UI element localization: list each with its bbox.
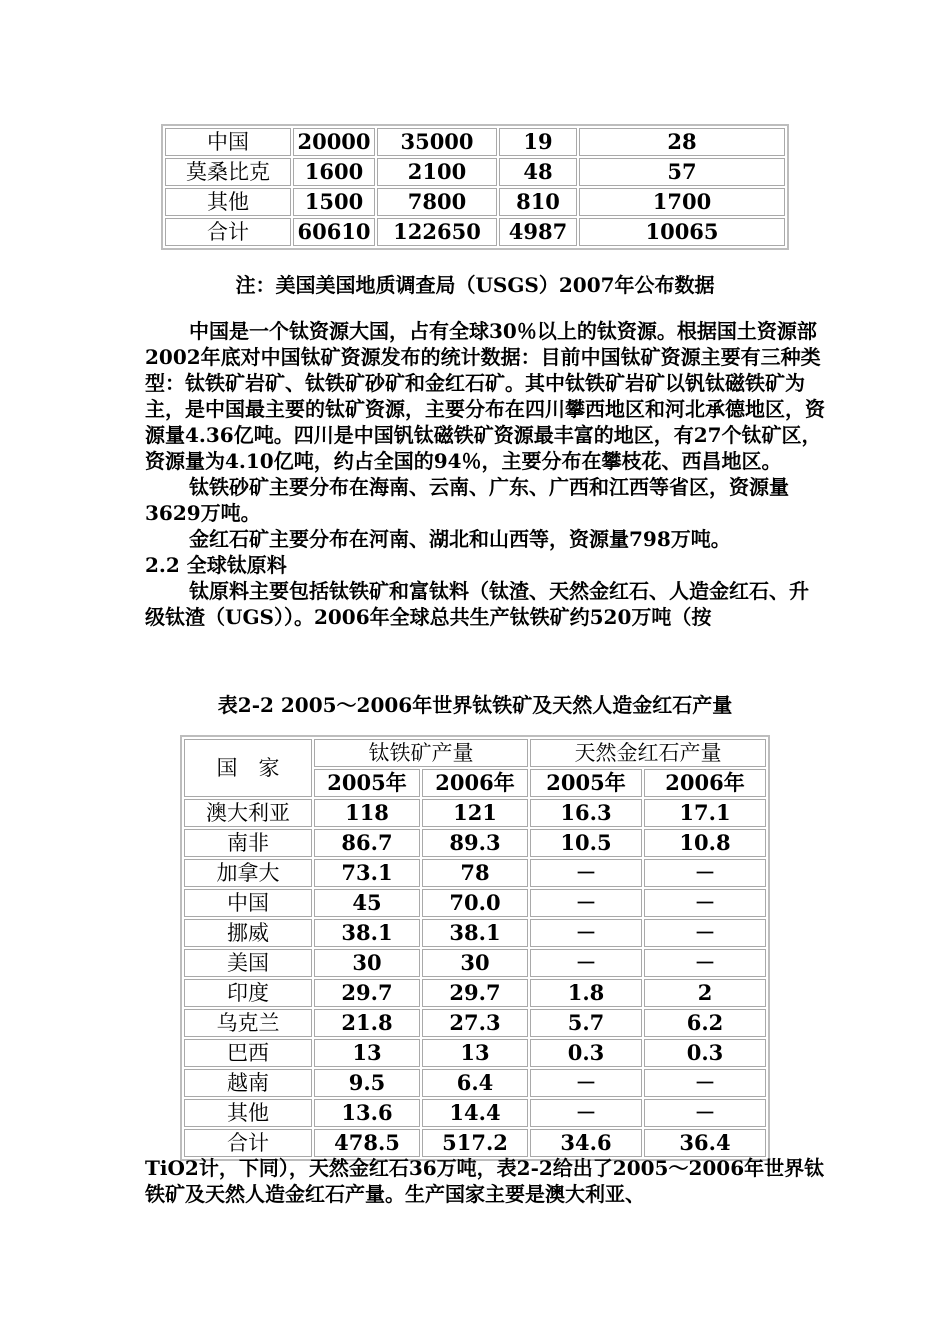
header-year: 2005年 xyxy=(530,769,642,797)
row-label-cell: 乌克兰 xyxy=(184,1009,312,1037)
table-row xyxy=(184,1099,766,1127)
header-year: 2006年 xyxy=(422,769,528,797)
table-row xyxy=(165,158,785,186)
value-cell: 10065 xyxy=(579,218,785,246)
table-1-body xyxy=(165,128,785,246)
value-cell: 28 xyxy=(579,128,785,156)
value-cell: 1700 xyxy=(579,188,785,216)
paragraph-3: 金红石矿主要分布在河南、湖北和山西等，资源量798万吨。 xyxy=(189,527,731,551)
table-row xyxy=(184,799,766,827)
value-cell: － xyxy=(530,1099,642,1127)
table-2-header xyxy=(184,739,766,797)
paragraph-1: 中国是一个钛资源大国，占有全球30％以上的钛资源。根据国土资源部2002年底对中国钛矿资源发布的统计数据：目前中国钛矿资源主要有三种类型：钛铁矿岩矿、钛铁矿砂矿和金红石矿。其中钛铁矿岩矿以钒钛磁铁矿为主，是中国最主要的钛矿资源，主要分布在四川攀西地区和河北承德地区，资源量4.36亿吨。四川是中国钒钛磁铁矿资源最丰富的地区，有27个钛矿区，资源量为4.10亿吨，约占全国的94％，主要分布在攀枝花、西昌地区。 xyxy=(145,319,825,473)
closing-text xyxy=(145,1155,825,1207)
value-cell: 7800 xyxy=(377,188,497,216)
table-row xyxy=(184,919,766,947)
value-cell: 89.3 xyxy=(422,829,528,857)
value-cell: 36.4 xyxy=(644,1129,766,1157)
value-cell: 13.6 xyxy=(314,1099,420,1127)
table-2 xyxy=(180,735,770,1161)
table-1-note: 注：美国美国地质调查局（USGS）2007年公布数据 xyxy=(235,273,715,297)
value-cell: 1600 xyxy=(293,158,375,186)
paragraph-2: 钛铁砂矿主要分布在海南、云南、广东、广西和江西等省区，资源量3629万吨。 xyxy=(145,475,789,525)
value-cell: － xyxy=(644,1099,766,1127)
row-label-cell: 中国 xyxy=(165,128,291,156)
table-row xyxy=(184,979,766,1007)
value-cell: 9.5 xyxy=(314,1069,420,1097)
value-cell: 48 xyxy=(499,158,577,186)
value-cell: 60610 xyxy=(293,218,375,246)
value-cell: － xyxy=(530,889,642,917)
value-cell: － xyxy=(530,1069,642,1097)
row-label-cell: 越南 xyxy=(184,1069,312,1097)
header-year: 2006年 xyxy=(644,769,766,797)
section-heading: 2.2 全球钛原料 xyxy=(145,553,287,577)
header-year: 2005年 xyxy=(314,769,420,797)
value-cell: 122650 xyxy=(377,218,497,246)
value-cell: 517.2 xyxy=(422,1129,528,1157)
value-cell: 86.7 xyxy=(314,829,420,857)
value-cell: 0.3 xyxy=(644,1039,766,1067)
table-row xyxy=(184,829,766,857)
value-cell: － xyxy=(530,949,642,977)
value-cell: 0.3 xyxy=(530,1039,642,1067)
value-cell: 29.7 xyxy=(422,979,528,1007)
table-row xyxy=(165,218,785,246)
value-cell: 78 xyxy=(422,859,528,887)
value-cell: 13 xyxy=(422,1039,528,1067)
header-rutile: 天然金红石产量 xyxy=(530,739,766,767)
value-cell: － xyxy=(644,1069,766,1097)
row-label-cell: 合计 xyxy=(184,1129,312,1157)
value-cell: 45 xyxy=(314,889,420,917)
table-row xyxy=(165,128,785,156)
value-cell: － xyxy=(644,919,766,947)
row-label-cell: 挪威 xyxy=(184,919,312,947)
row-label-cell: 巴西 xyxy=(184,1039,312,1067)
table-row xyxy=(184,1129,766,1157)
closing-paragraph: TiO2计，下同），天然金红石36万吨，表2-2给出了2005～2006年世界钛铁矿及天然人造金红石产量。生产国家主要是澳大利亚、 xyxy=(145,1156,825,1206)
row-label-cell: 南非 xyxy=(184,829,312,857)
value-cell: 5.7 xyxy=(530,1009,642,1037)
value-cell: 57 xyxy=(579,158,785,186)
value-cell: 14.4 xyxy=(422,1099,528,1127)
table-row xyxy=(165,188,785,216)
value-cell: 121 xyxy=(422,799,528,827)
value-cell: 30 xyxy=(314,949,420,977)
row-label-cell: 莫桑比克 xyxy=(165,158,291,186)
value-cell: 2100 xyxy=(377,158,497,186)
value-cell: 38.1 xyxy=(314,919,420,947)
value-cell: 1500 xyxy=(293,188,375,216)
table-row xyxy=(184,1039,766,1067)
value-cell: － xyxy=(644,859,766,887)
row-label-cell: 澳大利亚 xyxy=(184,799,312,827)
row-label-cell: 美国 xyxy=(184,949,312,977)
table-row xyxy=(184,859,766,887)
value-cell: － xyxy=(644,949,766,977)
value-cell: 20000 xyxy=(293,128,375,156)
value-cell: 478.5 xyxy=(314,1129,420,1157)
value-cell: － xyxy=(530,919,642,947)
row-label-cell: 加拿大 xyxy=(184,859,312,887)
table-row xyxy=(184,889,766,917)
row-label-cell: 中国 xyxy=(184,889,312,917)
value-cell: 10.5 xyxy=(530,829,642,857)
value-cell: 4987 xyxy=(499,218,577,246)
value-cell: 2 xyxy=(644,979,766,1007)
table-1 xyxy=(161,124,789,250)
table-2-body xyxy=(184,799,766,1157)
value-cell: 6.4 xyxy=(422,1069,528,1097)
value-cell: 38.1 xyxy=(422,919,528,947)
header-ilmenite: 钛铁矿产量 xyxy=(314,739,528,767)
value-cell: 35000 xyxy=(377,128,497,156)
value-cell: 30 xyxy=(422,949,528,977)
value-cell: 10.8 xyxy=(644,829,766,857)
value-cell: 17.1 xyxy=(644,799,766,827)
table-2-caption: 表2-2 2005～2006年世界钛铁矿及天然人造金红石产量 xyxy=(217,693,733,717)
value-cell: 21.8 xyxy=(314,1009,420,1037)
header-country: 国 家 xyxy=(184,739,312,797)
value-cell: － xyxy=(644,889,766,917)
value-cell: 6.2 xyxy=(644,1009,766,1037)
value-cell: － xyxy=(530,859,642,887)
table-row xyxy=(184,949,766,977)
value-cell: 810 xyxy=(499,188,577,216)
row-label-cell: 印度 xyxy=(184,979,312,1007)
value-cell: 70.0 xyxy=(422,889,528,917)
value-cell: 118 xyxy=(314,799,420,827)
value-cell: 73.1 xyxy=(314,859,420,887)
table-row xyxy=(184,1069,766,1097)
row-label-cell: 其他 xyxy=(184,1099,312,1127)
value-cell: 19 xyxy=(499,128,577,156)
paragraph-4: 钛原料主要包括钛铁矿和富钛料（钛渣、天然金红石、人造金红石、升级钛渣（UGS））。2006年全球总共生产钛铁矿约520万吨（按 xyxy=(145,579,809,629)
value-cell: 16.3 xyxy=(530,799,642,827)
table-row xyxy=(184,1009,766,1037)
value-cell: 27.3 xyxy=(422,1009,528,1037)
value-cell: 1.8 xyxy=(530,979,642,1007)
value-cell: 34.6 xyxy=(530,1129,642,1157)
row-label-cell: 其他 xyxy=(165,188,291,216)
value-cell: 29.7 xyxy=(314,979,420,1007)
body-text xyxy=(145,318,825,630)
value-cell: 13 xyxy=(314,1039,420,1067)
row-label-cell: 合计 xyxy=(165,218,291,246)
